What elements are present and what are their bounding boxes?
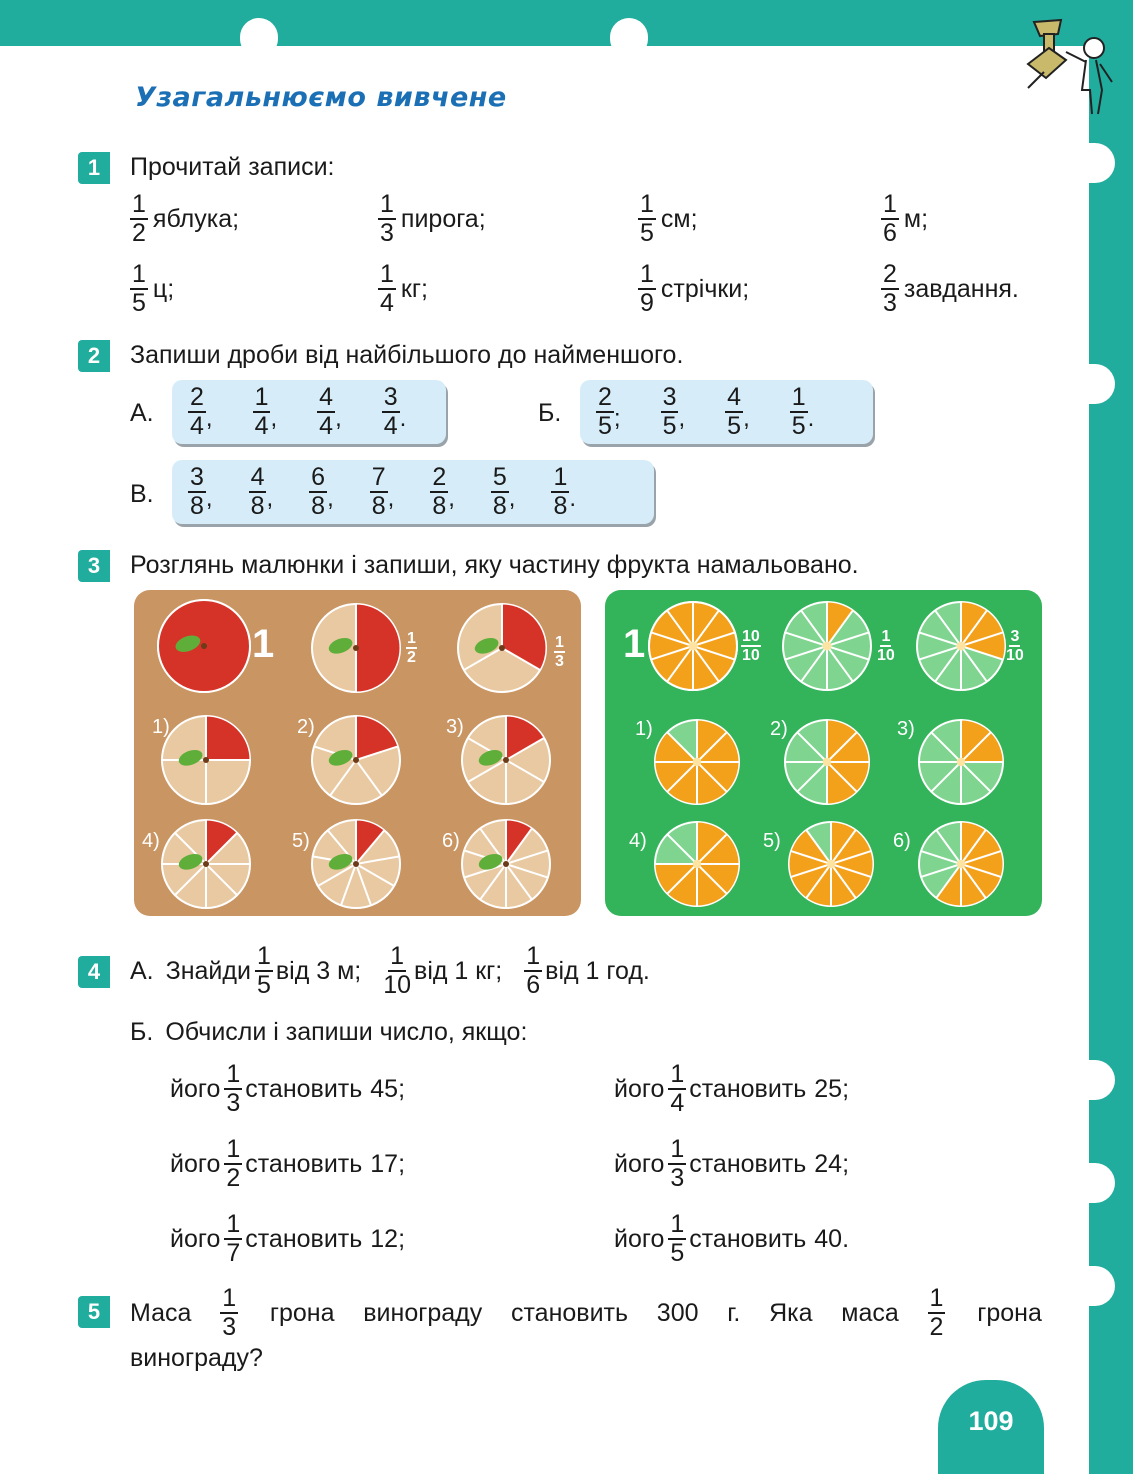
fraction: $\frac{5}{8}$ <box>492 463 507 520</box>
fraction-box-b <box>580 380 873 444</box>
orange-whole-label: 1 <box>623 622 646 666</box>
fraction: $\frac{1}{5}$ <box>132 260 146 317</box>
task-number-2: 2 <box>78 340 110 372</box>
task5-line-2: винограду? <box>130 1344 263 1372</box>
fraction: $\frac{1}{5}$ <box>791 383 806 440</box>
apple-label-3: 3) <box>446 716 464 738</box>
fraction: $\frac{1}{3}$ <box>222 1284 237 1341</box>
task3-prompt: Розглянь малюнки і запиши, яку частину фрукта намальовано. <box>130 551 859 579</box>
fraction: $\frac{2}{5}$ <box>598 383 612 440</box>
fraction: $\frac{1}{5}$ <box>640 190 654 247</box>
fraction-item: $\frac{3}{8}$ , <box>190 463 213 520</box>
fraction-item: $\frac{4}{4}$ , <box>319 383 342 440</box>
apple-stem-icon <box>353 861 359 867</box>
task1-item: $\frac{1}{9}$ стрічки; <box>640 260 750 317</box>
orange-example-fraction: 10 10 <box>742 628 760 664</box>
fraction: $\frac{1}{5}$ <box>670 1210 685 1267</box>
task4-condition-row: його $\frac{1}{7}$ становить 12; <box>170 1210 406 1267</box>
apple-stem-icon <box>353 757 359 763</box>
fraction: $\frac{1}{2}$ <box>929 1284 944 1341</box>
section-title: Узагальнюємо вивчене <box>135 82 507 113</box>
fraction: $\frac{1}{7}$ <box>226 1210 241 1267</box>
binder-notch <box>610 18 648 58</box>
apple-stem-icon <box>203 757 209 763</box>
fraction: $\frac{1}{6}$ <box>883 190 897 247</box>
orange-label-6: 6) <box>893 830 911 852</box>
fraction: $\frac{1}{5}$ <box>256 942 271 999</box>
group-label-v: В. <box>130 480 154 508</box>
task4-condition-row: його $\frac{1}{2}$ становить 17; <box>170 1135 406 1192</box>
apple-stem-icon <box>353 645 359 651</box>
task-number-3: 3 <box>78 550 110 582</box>
fraction: $\frac{1}{2}$ <box>226 1135 241 1192</box>
task1-item: $\frac{1}{4}$ кг; <box>380 260 428 317</box>
orange-center <box>823 642 832 651</box>
fraction-item: $\frac{3}{5}$ , <box>662 383 686 440</box>
fraction: $\frac{1}{4}$ <box>670 1060 685 1117</box>
task4-condition-row: його $\frac{1}{3}$ становить 45; <box>170 1060 406 1117</box>
task4-condition-row: його $\frac{1}{4}$ становить 25; <box>614 1060 850 1117</box>
task4-condition-row: його $\frac{1}{5}$ становить 40. <box>614 1210 850 1267</box>
side-bar <box>1089 0 1133 1474</box>
binder-notch <box>1065 143 1115 183</box>
fraction-box-a <box>172 380 446 444</box>
apple-filled-part <box>356 604 400 692</box>
fraction-item: $\frac{1}{8}$ . <box>553 463 577 520</box>
page-number: 109 <box>968 1406 1014 1436</box>
fraction: $\frac{1}{3}$ <box>670 1135 685 1192</box>
fraction-item: $\frac{2}{8}$ , <box>432 463 455 520</box>
orange-figures <box>605 590 1042 916</box>
task2-prompt: Запиши дроби від найбільшого до найменшого. <box>130 341 684 369</box>
task1-item: $\frac{2}{3}$ завдання. <box>883 260 1019 317</box>
orange-label-4: 4) <box>629 830 647 852</box>
orange-label-1: 1) <box>635 718 653 740</box>
fraction-item: $\frac{7}{8}$ , <box>371 463 395 520</box>
fraction-item: $\frac{1}{5}$ . <box>791 383 815 440</box>
task1-item: $\frac{1}{6}$ м; <box>883 190 929 247</box>
group-label-a: А. <box>130 399 154 427</box>
fraction-item: $\frac{5}{8}$ , <box>492 463 516 520</box>
fraction: $\frac{1}{3}$ <box>226 1060 241 1117</box>
fraction: $\frac{1}{3}$ <box>380 190 394 247</box>
fraction: $\frac{3}{8}$ <box>190 463 204 520</box>
task5-line-1: Маса $\frac{1}{3}$ грона винограду становить 300 г. Яка маса $\frac{1}{2}$ грона <box>130 1284 1042 1341</box>
fraction: $\frac{1}{8}$ <box>553 463 568 520</box>
apple-whole-label: 1 <box>252 622 275 666</box>
fraction: $\frac{3}{5}$ <box>662 383 677 440</box>
task1-item: $\frac{1}{5}$ ц; <box>132 260 175 317</box>
task-number-1: 1 <box>78 152 110 184</box>
orange-example-fraction: 1 10 <box>877 628 895 664</box>
task-number-4: 4 <box>78 956 110 988</box>
orange-center <box>689 642 698 651</box>
orange-center <box>827 860 835 868</box>
fraction: $\frac{1}{4}$ <box>254 383 269 440</box>
apple-label-6: 6) <box>442 830 460 852</box>
fraction-item: $\frac{4}{5}$ , <box>727 383 750 440</box>
binder-notch <box>1065 1163 1115 1203</box>
binder-notch <box>240 18 278 58</box>
fraction: $\frac{2}{8}$ <box>432 463 447 520</box>
orange-center <box>957 642 966 651</box>
apple-stem-icon <box>499 645 505 651</box>
orange-center <box>957 860 965 868</box>
task4-condition-row: його $\frac{1}{3}$ становить 24; <box>614 1135 850 1192</box>
fraction: $\frac{2}{3}$ <box>883 260 897 317</box>
fraction-item: $\frac{2}{5}$ ; <box>598 383 621 440</box>
fraction: $\frac{4}{8}$ <box>250 463 265 520</box>
top-bar <box>0 0 1133 46</box>
fraction-item: $\frac{3}{4}$ . <box>383 383 407 440</box>
fraction: $\frac{1}{4}$ <box>380 260 394 317</box>
task1-prompt: Прочитай записи: <box>130 153 335 181</box>
binder-notch <box>1065 1266 1115 1306</box>
fraction: $\frac{4}{5}$ <box>727 383 742 440</box>
apple-stem-icon <box>201 643 207 649</box>
apple-example-fraction: 1 2 <box>407 630 416 666</box>
apple-label-5: 5) <box>292 830 310 852</box>
fraction: $\frac{1}{2}$ <box>132 190 146 247</box>
orange-label-3: 3) <box>897 718 915 740</box>
orange-center <box>693 860 701 868</box>
apple-label-1: 1) <box>152 716 170 738</box>
fraction: $\frac{3}{4}$ <box>383 383 398 440</box>
orange-center <box>957 758 965 766</box>
apple-figures <box>134 590 581 916</box>
fraction: $\frac{1}{10}$ <box>383 942 412 999</box>
fraction: $\frac{1}{6}$ <box>526 942 541 999</box>
task1-item: $\frac{1}{3}$ пирога; <box>380 190 486 247</box>
task4-line-b: Б. Обчисли і запиши число, якщо: <box>130 1018 528 1046</box>
fraction: $\frac{2}{4}$ <box>190 383 204 440</box>
apple-stem-icon <box>203 861 209 867</box>
fraction-box-v <box>172 460 654 524</box>
orange-panel <box>605 590 1042 916</box>
group-label-b: Б. <box>538 399 562 427</box>
binder-notch <box>1065 364 1115 404</box>
fraction-item: $\frac{4}{8}$ , <box>250 463 274 520</box>
apple-example-fraction: 1 3 <box>555 634 564 670</box>
fraction: $\frac{4}{4}$ <box>319 383 334 440</box>
apple-filled-part <box>206 716 250 760</box>
fraction-item: $\frac{2}{4}$ , <box>190 383 213 440</box>
task1-item: $\frac{1}{2}$ яблука; <box>132 190 240 247</box>
orange-label-2: 2) <box>770 718 788 740</box>
fraction-item: $\frac{1}{4}$ , <box>254 383 278 440</box>
apple-stem-icon <box>503 861 509 867</box>
orange-center <box>693 758 701 766</box>
task-number-5: 5 <box>78 1296 110 1328</box>
binder-notch <box>1065 1060 1115 1100</box>
fraction: $\frac{7}{8}$ <box>371 463 386 520</box>
orange-label-5: 5) <box>763 830 781 852</box>
apple-stem-icon <box>503 757 509 763</box>
apple-panel <box>134 590 581 916</box>
orange-center <box>823 758 831 766</box>
fraction-item: $\frac{6}{8}$ , <box>311 463 334 520</box>
fraction: $\frac{6}{8}$ <box>311 463 326 520</box>
apple-label-2: 2) <box>297 716 315 738</box>
pushpin-mascot-icon <box>1016 12 1116 120</box>
apple-label-4: 4) <box>142 830 160 852</box>
task1-item: $\frac{1}{5}$ см; <box>640 190 698 247</box>
fraction: $\frac{1}{9}$ <box>640 260 654 317</box>
task4-line-a: А. Знайди $\frac{1}{5}$ від 3 м; $\frac{1}{10}$ від 1 кг; $\frac{1}{6}$ від 1 год. <box>130 942 650 999</box>
orange-example-fraction: 3 10 <box>1006 628 1024 664</box>
